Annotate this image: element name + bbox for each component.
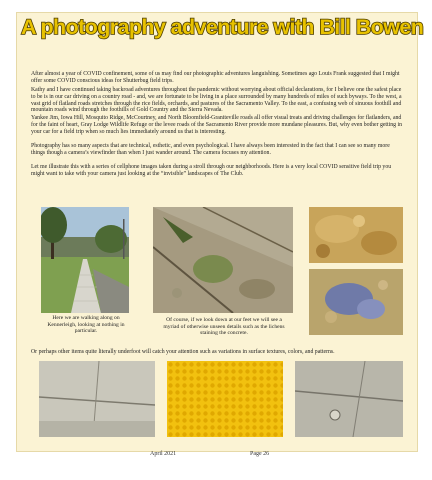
caption-walking: Here we are walking along on Kennerleigh, looking at nothing in particular. xyxy=(47,315,125,335)
newsletter-page xyxy=(16,12,424,452)
paragraph-illustrate: Let me illustrate this with a series of cellphone images taken during a stroll through our neighborhoods. Here is a very local COVID sensitive field trip you might want to take with your camera just looking at the “invisible” landscapes of The Club. xyxy=(31,164,392,177)
sidewalk-marker-photo xyxy=(295,361,403,437)
concrete-slab-photo xyxy=(39,361,155,437)
concrete-closeup-photo xyxy=(153,207,293,313)
footer-date: April 2021 xyxy=(150,451,177,457)
paragraph-intro: After almost a year of COVID confinement, some of us may find our photographic adventures languishing. Sometimes ago Louis Frank suggested that I might offer some COVID conscious ideas for Shutterbug field trips. xyxy=(31,71,400,84)
paragraph-underfoot: Or perhaps other items quite literally underfoot will catch your attention such as variations in surface textures, colors, and patterns. xyxy=(31,349,335,355)
caption-feet: Of course, if we look down at our feet we will see a myriad of otherwise unseen details such as the lichens staining the concrete. xyxy=(163,317,285,337)
paragraph-backroads: Kathy and I have continued taking backroad adventures throughout the pandemic without worrying about official declarations, for I believe one the safest place to be is in our car driving on a country road - and, we are fortunate to be living in a place surrounded by many hundreds of miles of such byways. To the west, a vast grid of flatland roads stretches through the rice fields, orchards, and pastures of the Sacramento Valley. To the east, a confusing web of sinuous foothill and mountain roads wind through the foothills of Gold Country and the Sierra Nevada. xyxy=(31,87,402,114)
sidewalk-photo xyxy=(41,207,129,313)
lichen-concrete-photo xyxy=(309,207,403,263)
blue-lichen-photo xyxy=(309,269,403,335)
footer-page-number: Page 26 xyxy=(250,451,270,457)
paragraph-roads: Yankee Jim, Iowa Hill, Mosquito Ridge, McCourtney, and North Bloomfield-Graniteville roads all offer visual treats and driving challenges for flatlanders, and for the faint of heart, Gray Lodge Wildlife Refuge or the levee roads of the Sacramento River provide more mundane pleasures. But, why even bother getting in your car for a field trip when so much lies immediately around us that is interesting. xyxy=(31,115,403,135)
paragraph-aspects: Photography has so many aspects that are technical, esthetic, and even psychological. I have always been interested in the fact that I can see so many more things though a camera’s viewfinder than when I just wander around. The camera focuses my attention. xyxy=(31,143,390,156)
page-title: A photography adventure with Bill Bowen xyxy=(21,15,424,39)
yellow-tactile-paving-photo xyxy=(167,361,283,437)
